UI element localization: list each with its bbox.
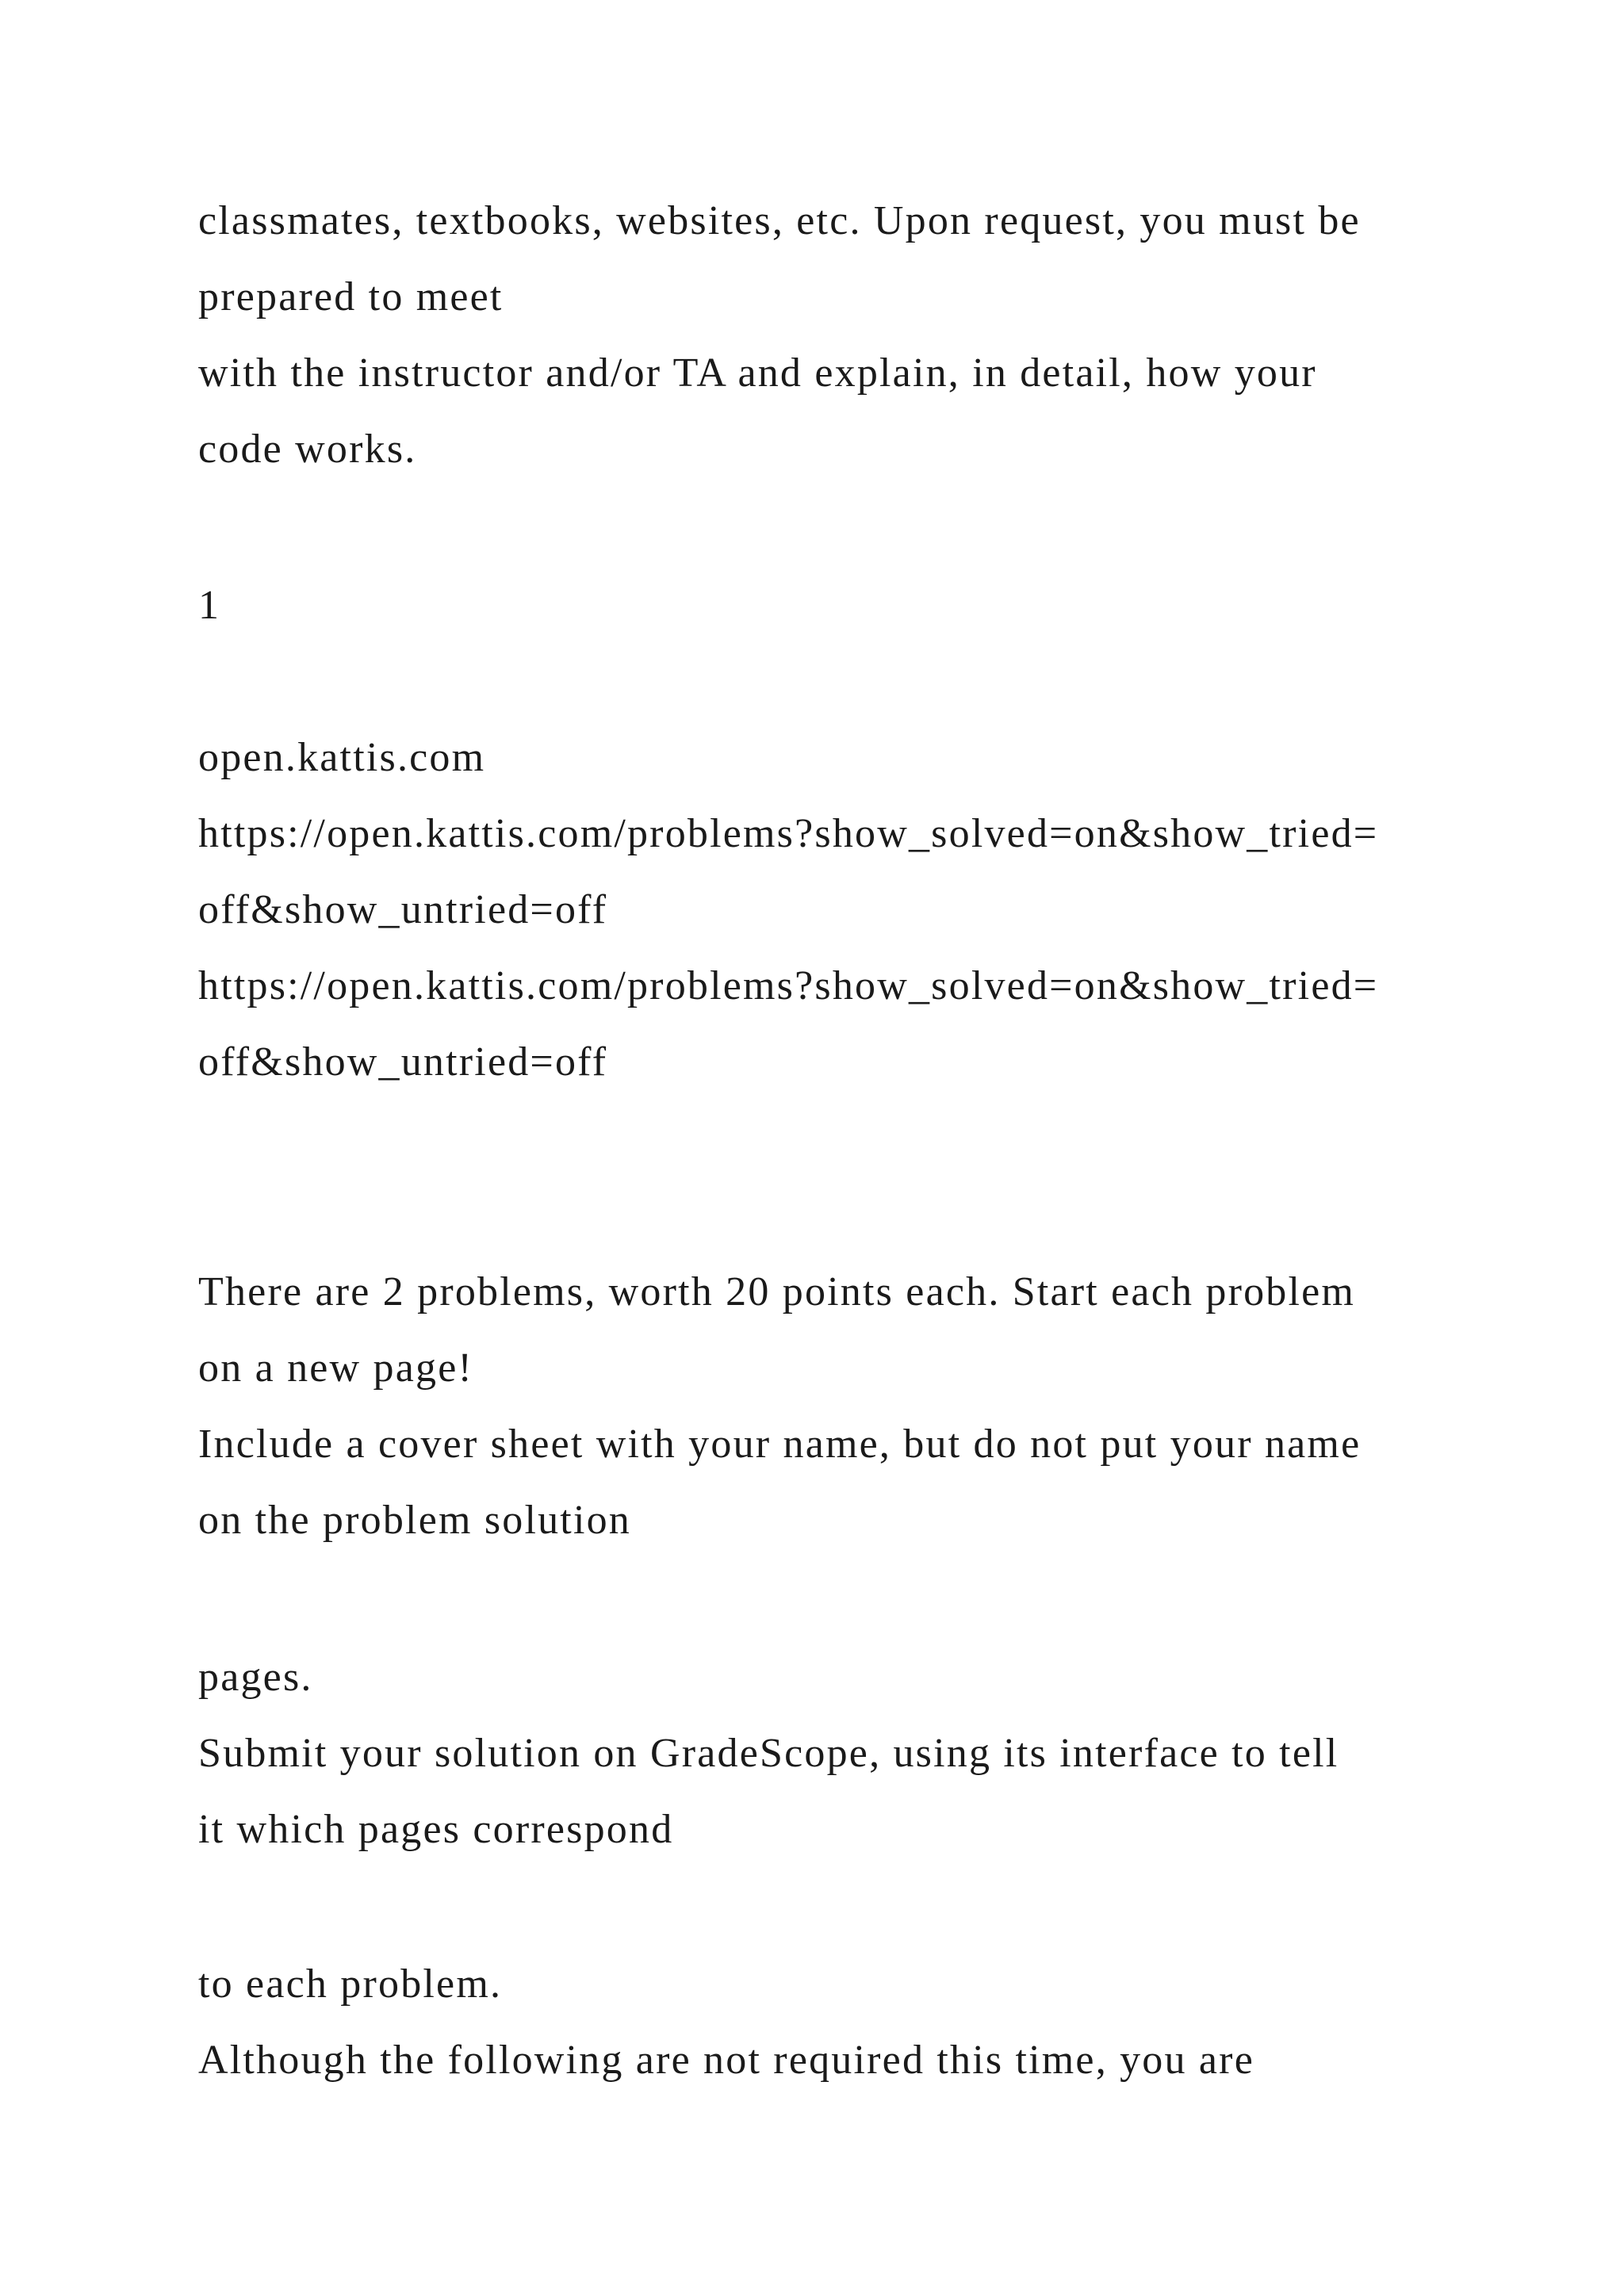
text-line: pages.	[198, 1655, 313, 1700]
url-line: off&show_untried=off	[198, 1039, 608, 1085]
text-line: Although the following are not required this time, you are	[198, 2038, 1254, 2083]
text-line: on a new page!	[198, 1345, 473, 1391]
text-line: to each problem.	[198, 1961, 503, 2007]
text-line: classmates, textbooks, websites, etc. Upon request, you must be	[198, 198, 1361, 243]
page-number: 1	[198, 583, 221, 628]
text-line: it which pages correspond	[198, 1807, 674, 1852]
text-line: with the instructor and/or TA and explain, in detail, how your	[198, 350, 1317, 396]
text-line: There are 2 problems, worth 20 points each. Start each problem	[198, 1269, 1356, 1314]
text-line: open.kattis.com	[198, 735, 486, 780]
text-line: on the problem solution	[198, 1498, 631, 1543]
text-line: Submit your solution on GradeScope, using its interface to tell	[198, 1731, 1339, 1776]
text-line: Include a cover sheet with your name, but do not put your name	[198, 1422, 1362, 1467]
url-line: off&show_untried=off	[198, 887, 608, 932]
text-line: prepared to meet	[198, 274, 504, 320]
url-line: https://open.kattis.com/problems?show_solved=on&show_tried=	[198, 811, 1379, 856]
text-line: code works.	[198, 427, 417, 472]
url-line: https://open.kattis.com/problems?show_solved=on&show_tried=	[198, 963, 1379, 1008]
